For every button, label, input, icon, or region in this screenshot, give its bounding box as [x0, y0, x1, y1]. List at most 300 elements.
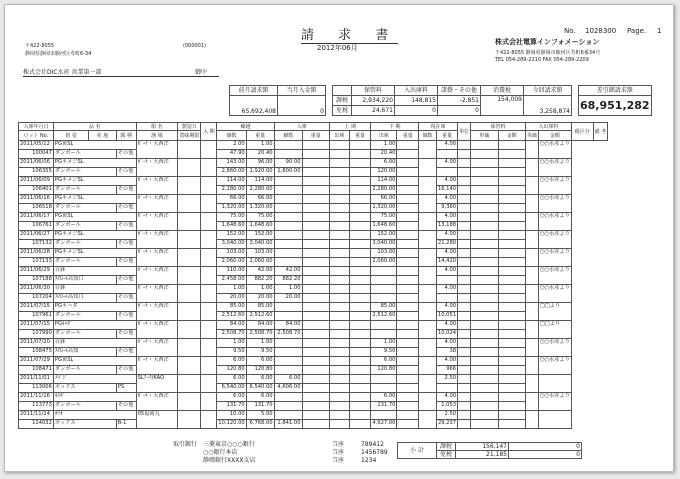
- row-lot: 107961: [19, 312, 54, 321]
- row-storage-pad: [458, 357, 471, 366]
- row-category: PS: [116, 384, 136, 393]
- row-bal-pad2: [397, 168, 419, 177]
- row-note: ○○水産より: [539, 267, 572, 285]
- row-carry-qty: 114.00: [217, 177, 246, 186]
- row-lower-weight: [329, 150, 349, 159]
- row-date: 2011/11/16: [19, 393, 54, 402]
- row-in-weight: 2,508.70: [246, 330, 274, 339]
- row-storage-price: 2.50: [436, 411, 457, 420]
- row-handling-amount: [471, 420, 498, 429]
- row-carry-qty: 6.00: [217, 357, 246, 366]
- row-item: PG黄SL: [53, 141, 136, 150]
- row-carry-weight: 20.00: [217, 294, 246, 303]
- row-date: 2011/06/16: [19, 195, 54, 204]
- col-in: 入庫: [274, 123, 329, 131]
- row-handling-amount: [471, 258, 498, 267]
- row-handling-pad2: [498, 402, 525, 411]
- row-spec: ダンボール: [53, 186, 116, 195]
- invoice-number-label: No.: [564, 27, 576, 35]
- row-date: 2011/07/15: [19, 321, 54, 330]
- row-ship: ｶﾞｰﾅ・大西洋: [136, 159, 178, 177]
- summary-header-prev: 前月請求額: [230, 86, 278, 96]
- row-ship: ｶﾞｰﾅ・大西洋: [136, 249, 178, 267]
- row-handling-pad2: [498, 276, 525, 285]
- row-tax: [525, 285, 538, 303]
- row-bal-pad: [397, 285, 419, 294]
- row-in-qty: 84.00: [246, 321, 274, 330]
- row-bal-pad2: [397, 402, 419, 411]
- row-upper-pad: [302, 285, 329, 294]
- row-unit: [419, 411, 437, 429]
- row-storage-price: 4.00: [436, 141, 457, 150]
- row-lower-pad: [349, 195, 371, 204]
- acct-label-2: 当座: [332, 449, 345, 456]
- row-upper-pad2: [302, 384, 329, 393]
- row-unit: [419, 393, 437, 411]
- row-handling-pad2: [498, 330, 525, 339]
- row-lower-qty: [329, 159, 349, 168]
- row-handling-pad: [498, 177, 525, 186]
- row-in-qty: 66.00: [246, 195, 274, 204]
- row-unit: [419, 303, 437, 321]
- row-date: 2011/06/27: [19, 231, 54, 240]
- row-carry-weight: 1,320.00: [217, 204, 246, 213]
- row-storage-pad2: [458, 276, 471, 285]
- row-lower-pad: [349, 213, 371, 222]
- row-handling-pad2: [498, 384, 525, 393]
- summary-header-current: 今回請求額: [524, 86, 572, 96]
- row-handling-amount: [471, 204, 498, 213]
- col-handling-amount: 金額: [539, 131, 572, 141]
- row-handling-pad: [498, 375, 525, 384]
- row-storage-price: 4.00: [436, 393, 457, 402]
- row-unit: [419, 141, 437, 159]
- row-upper-pad: [302, 267, 329, 276]
- table-row: [19, 213, 668, 222]
- row-item: ﾒﾊﾞｼﾞ: [53, 375, 136, 384]
- row-handling-pad: [498, 195, 525, 204]
- row-spec: ダンボール: [53, 168, 116, 177]
- row-tax: [525, 357, 538, 375]
- row-bal-pad: [397, 249, 419, 258]
- row-upper-pad: [302, 411, 329, 420]
- row-tax: [525, 411, 538, 429]
- row-lower-qty: [329, 375, 349, 384]
- row-spec: ｽﾁﾛｰﾙ高知口: [53, 294, 116, 303]
- row-handling-price: [471, 249, 498, 258]
- row-storage-pad2: [458, 366, 471, 375]
- row-spec: ｽﾁﾛｰﾙ高知: [53, 348, 116, 357]
- row-ship: ｶﾞｰﾅ・大西洋: [136, 393, 178, 411]
- row-spec: ｽﾁﾛｰﾙ高知口: [53, 276, 116, 285]
- row-bal-qty: 85.00: [371, 303, 397, 312]
- row-bal-qty: 6.00: [371, 393, 397, 402]
- row-upper-qty: [274, 357, 302, 366]
- row-lower-qty: [329, 231, 349, 240]
- row-tax: [525, 141, 538, 159]
- row-upper-pad2: [302, 312, 329, 321]
- summary-total: 68,951,282: [579, 96, 652, 116]
- row-storage-price: 4.00: [436, 321, 457, 330]
- table-row: [19, 177, 668, 186]
- summary-header-paid: 当月入金額: [278, 86, 326, 96]
- row-lower-pad: [349, 267, 371, 276]
- row-in-qty: 1.00: [246, 285, 274, 294]
- row-unit: [419, 195, 437, 213]
- row-lower-qty: [329, 141, 349, 150]
- row-date: 2011/06/09: [19, 177, 54, 186]
- row-carry-qty: 84.00: [217, 321, 246, 330]
- summary-header-tax: 消費税: [481, 86, 524, 96]
- row-upper-weight: [274, 312, 302, 321]
- row-storage-amount: 14,420: [436, 258, 457, 267]
- row-storage-amount: 13,188: [436, 222, 457, 231]
- col-upper: 上 期: [329, 123, 370, 131]
- row-storage-price: 4.00: [436, 357, 457, 366]
- row-lower-weight: [329, 168, 349, 177]
- row-tax: [525, 231, 538, 249]
- col-bal-weight: 重量: [436, 131, 457, 141]
- row-note: ○○水産より: [539, 177, 572, 195]
- row-lower-pad2: [349, 258, 371, 267]
- row-spec: ダンボール: [53, 150, 116, 159]
- row-lower-qty: [329, 357, 349, 366]
- row-ship: ｶﾞｰﾅ・大西洋: [136, 321, 178, 339]
- row-upper-pad: [302, 141, 329, 150]
- row-upper-pad: [302, 177, 329, 186]
- misc-menzei: 0: [438, 106, 481, 116]
- row-handling-price: [471, 321, 498, 330]
- summary-header-handling: 入出庫料: [395, 86, 438, 96]
- row-spec: ダンボール: [53, 258, 116, 267]
- row-lot: 107132: [19, 240, 54, 249]
- subtotal-table: [397, 442, 582, 459]
- row-carry-qty: 85.00: [217, 303, 246, 312]
- table-row: [19, 267, 668, 276]
- row-item: PGキメジSL: [53, 249, 136, 258]
- row-handling-pad2: [498, 294, 525, 303]
- row-entry: [201, 357, 217, 375]
- row-bal-qty: 6.00: [371, 357, 397, 366]
- row-storage-pad: [458, 195, 471, 204]
- row-upper-weight: [274, 402, 302, 411]
- row-lower-pad2: [349, 312, 371, 321]
- row-storage-amount: [436, 168, 457, 177]
- row-handling-pad: [498, 393, 525, 402]
- row-carry-weight: 2,512.60: [217, 312, 246, 321]
- row-bal-weight: 131.70: [371, 402, 397, 411]
- row-lower-pad: [349, 177, 371, 186]
- row-handling-pad: [498, 321, 525, 330]
- row-ship: ｶﾞｰﾅ・大西洋: [136, 267, 178, 285]
- row-bal-qty: 75.00: [371, 213, 397, 222]
- row-item: PGキハダ: [53, 303, 136, 312]
- row-bal-weight: [371, 330, 397, 339]
- row-entry: [201, 303, 217, 321]
- row-handling-amount: [471, 240, 498, 249]
- row-maker: [178, 357, 201, 375]
- col-date: 入庫年月日: [19, 123, 54, 131]
- row-bal-qty: 66.00: [371, 195, 397, 204]
- row-maker: [178, 159, 201, 177]
- row-storage-pad: [458, 231, 471, 240]
- row-handling-pad2: [498, 312, 525, 321]
- row-maker: [178, 249, 201, 267]
- table-row: [19, 321, 668, 330]
- row-handling-price: [471, 375, 498, 384]
- row-storage-pad: [458, 339, 471, 348]
- row-lower-pad: [349, 411, 371, 420]
- misc-kazei: -2,851: [438, 96, 481, 106]
- bank-label: 取引銀行: [173, 441, 198, 448]
- row-bal-pad: [397, 357, 419, 366]
- row-storage-price: 4.00: [436, 267, 457, 276]
- table-row: [19, 195, 668, 204]
- row-upper-pad2: [302, 420, 329, 429]
- row-in-qty: 42.00: [246, 267, 274, 276]
- row-upper-pad2: [302, 402, 329, 411]
- row-bal-pad: [397, 213, 419, 222]
- row-in-weight: 1,320.00: [246, 204, 274, 213]
- row-bal-pad2: [397, 240, 419, 249]
- row-storage-price: 4.00: [436, 231, 457, 240]
- row-upper-pad: [302, 195, 329, 204]
- row-date: 2011/06/28: [19, 249, 54, 258]
- row-ship: ｶﾞｰﾅ・大西洋: [136, 195, 178, 213]
- row-handling-amount: [471, 168, 498, 177]
- row-handling-pad2: [498, 348, 525, 357]
- row-upper-weight: [274, 258, 302, 267]
- table-row: [19, 375, 668, 384]
- row-entry: [201, 177, 217, 195]
- row-lot: 108471: [19, 366, 54, 375]
- row-storage-pad: [458, 411, 471, 420]
- row-note: □□より: [539, 321, 572, 339]
- row-upper-pad2: [302, 330, 329, 339]
- row-lower-qty: [329, 249, 349, 258]
- row-upper-pad2: [302, 366, 329, 375]
- row-storage-amount: 10,024: [436, 330, 457, 339]
- row-bal-qty: 103.00: [371, 249, 397, 258]
- row-carry-weight: 3,040.00: [217, 240, 246, 249]
- row-category: その他: [116, 150, 136, 159]
- row-lower-weight: [329, 276, 349, 285]
- acct-label-3: 当座: [332, 457, 345, 464]
- row-carry-weight: 2,860.00: [217, 168, 246, 177]
- row-storage-amount: 966: [436, 366, 457, 375]
- row-handling-amount: [471, 402, 498, 411]
- row-carry-weight: 120.80: [217, 366, 246, 375]
- row-tax: [525, 321, 538, 339]
- row-maker: [178, 177, 201, 195]
- row-upper-weight: 4,606.00: [274, 384, 302, 393]
- row-upper-qty: 1.00: [274, 285, 302, 294]
- row-lot: 106401: [19, 186, 54, 195]
- row-upper-weight: [274, 366, 302, 375]
- row-upper-pad: [302, 159, 329, 168]
- row-handling-pad: [498, 303, 525, 312]
- row-upper-pad2: [302, 258, 329, 267]
- row-upper-weight: 882.20: [274, 276, 302, 285]
- row-upper-pad: [302, 375, 329, 384]
- row-upper-pad2: [302, 168, 329, 177]
- row-storage-pad2: [458, 168, 471, 177]
- col-balance: 現在庫: [419, 123, 458, 131]
- row-maker: [178, 411, 201, 429]
- row-storage-pad: [458, 375, 471, 384]
- row-storage-pad2: [458, 186, 471, 195]
- col-carry-qty: 個数: [217, 131, 246, 141]
- row-carry-qty: 6.00: [217, 375, 246, 384]
- row-carry-qty: 2.00: [217, 141, 246, 150]
- row-upper-weight: 20.00: [274, 294, 302, 303]
- col-brand: 銘 柄: [116, 131, 136, 141]
- row-storage-amount: [436, 384, 457, 393]
- row-note: ○○水産より: [539, 249, 572, 267]
- table-row: [19, 393, 668, 402]
- row-item: PGｷﾊﾀﾞ: [53, 321, 136, 330]
- row-lower-pad: [349, 231, 371, 240]
- row-in-weight: 1,920.00: [246, 168, 274, 177]
- row-note: ○○水産より: [539, 159, 572, 177]
- row-carry-weight: 10,120.00: [217, 420, 246, 429]
- row-handling-amount: [471, 276, 498, 285]
- row-tax: [525, 339, 538, 357]
- row-unit: [419, 267, 437, 285]
- row-in-weight: 120.80: [246, 366, 274, 375]
- row-storage-pad: [458, 321, 471, 330]
- row-entry: [201, 195, 217, 213]
- row-carry-qty: 152.00: [217, 231, 246, 240]
- row-bal-pad2: [397, 366, 419, 375]
- row-lot: 113773: [19, 402, 54, 411]
- col-ship: 船 名: [136, 123, 178, 131]
- document-title: 請 求 書: [301, 24, 398, 44]
- row-carry-qty: 1.00: [217, 285, 246, 294]
- row-maker: [178, 375, 201, 393]
- table-row: [19, 339, 668, 348]
- row-spec: ボックス: [53, 420, 116, 429]
- row-storage-pad2: [458, 240, 471, 249]
- row-lower-weight: [329, 330, 349, 339]
- row-handling-price: [471, 357, 498, 366]
- bank-3: 静岡銀行XXXX支店: [203, 457, 256, 464]
- storage-menzei: 24,671: [352, 106, 395, 116]
- row-bal-qty: 114.00: [371, 177, 397, 186]
- row-carry-weight: 47.90: [217, 150, 246, 159]
- row-lower-qty: [329, 411, 349, 420]
- row-unit: [419, 285, 437, 303]
- row-handling-pad2: [498, 150, 525, 159]
- row-ship: ｶﾞｰﾅ・大西洋: [136, 339, 178, 357]
- storage-kazei: 2,934,220: [352, 96, 395, 106]
- row-date: 2011/07/20: [19, 339, 54, 348]
- row-bal-pad: [397, 393, 419, 402]
- row-note: ○○水産より: [539, 213, 572, 231]
- summary-tax: 154,009: [481, 96, 524, 116]
- row-spec: ダンボール: [53, 222, 116, 231]
- row-carry-qty: 75.00: [217, 213, 246, 222]
- row-bal-pad2: [397, 204, 419, 213]
- row-handling-pad: [498, 213, 525, 222]
- row-date: 2011/11/01: [19, 375, 54, 384]
- row-storage-amount: [436, 276, 457, 285]
- row-item: ｶﾂｵ: [53, 411, 136, 420]
- col-entry: 入 期: [201, 123, 217, 141]
- row-lot: 107133: [19, 258, 54, 267]
- row-category: B-1: [116, 420, 136, 429]
- row-item: PGキメジSL: [53, 195, 136, 204]
- row-bal-weight: 120.00: [371, 168, 397, 177]
- row-bal-qty: 152.00: [371, 231, 397, 240]
- row-lower-qty: [329, 213, 349, 222]
- row-lower-pad: [349, 141, 371, 150]
- row-bal-weight: 1,648.60: [371, 222, 397, 231]
- row-storage-pad: [458, 393, 471, 402]
- row-upper-qty: [274, 177, 302, 186]
- row-storage-pad2: [458, 150, 471, 159]
- row-note: ○○水産より: [539, 141, 572, 159]
- row-bal-weight: 3,040.00: [371, 240, 397, 249]
- row-maker: [178, 195, 201, 213]
- row-entry: [201, 339, 217, 357]
- summary-header-misc: 諸掛・その他: [438, 86, 481, 96]
- row-entry: [201, 411, 217, 429]
- table-row: [19, 303, 668, 312]
- row-category: その他: [116, 348, 136, 357]
- summary-header-total: 差引御請求額: [579, 86, 652, 96]
- row-spec: ダンボール: [53, 330, 116, 339]
- col-note: 備 考: [593, 123, 608, 141]
- row-lower-pad2: [349, 366, 371, 375]
- col-item: 品 名: [53, 123, 136, 131]
- row-item: ｷﾊﾀﾞ: [53, 393, 136, 402]
- row-category: その他: [116, 186, 136, 195]
- subtotal-label: 小 計: [398, 443, 437, 459]
- row-bal-weight: 2,060.00: [371, 258, 397, 267]
- row-storage-pad2: [458, 402, 471, 411]
- row-bal-qty: 1.00: [371, 339, 397, 348]
- row-storage-price: 4.00: [436, 303, 457, 312]
- row-upper-qty: [274, 231, 302, 240]
- row-bal-weight: 2,512.60: [371, 312, 397, 321]
- row-upper-pad2: [302, 348, 329, 357]
- subtotal-menzei-right: 0: [509, 451, 582, 459]
- row-lower-pad: [349, 285, 371, 294]
- row-lower-pad: [349, 357, 371, 366]
- row-handling-price: [471, 195, 498, 204]
- row-upper-qty: [274, 141, 302, 150]
- row-upper-pad: [302, 303, 329, 312]
- row-bal-pad2: [397, 384, 419, 393]
- row-lower-pad: [349, 375, 371, 384]
- row-storage-pad2: [458, 348, 471, 357]
- row-note: ○○水産より: [539, 339, 572, 357]
- row-lower-pad2: [349, 348, 371, 357]
- table-row: [19, 249, 668, 258]
- row-handling-price: [471, 213, 498, 222]
- row-handling-amount: [471, 312, 498, 321]
- customer-postal: 〒422-8055: [25, 43, 55, 49]
- row-in-weight: 3,040.00: [246, 240, 274, 249]
- row-lower-pad2: [349, 186, 371, 195]
- row-maker: [178, 231, 201, 249]
- row-lower-qty: [329, 339, 349, 348]
- row-ship: 05福岡丸: [136, 411, 178, 429]
- row-lot: 107204: [19, 294, 54, 303]
- customer-code: (000001): [183, 43, 206, 49]
- customer-name-text: 株式会社DIC水産 営業第一部: [23, 69, 102, 76]
